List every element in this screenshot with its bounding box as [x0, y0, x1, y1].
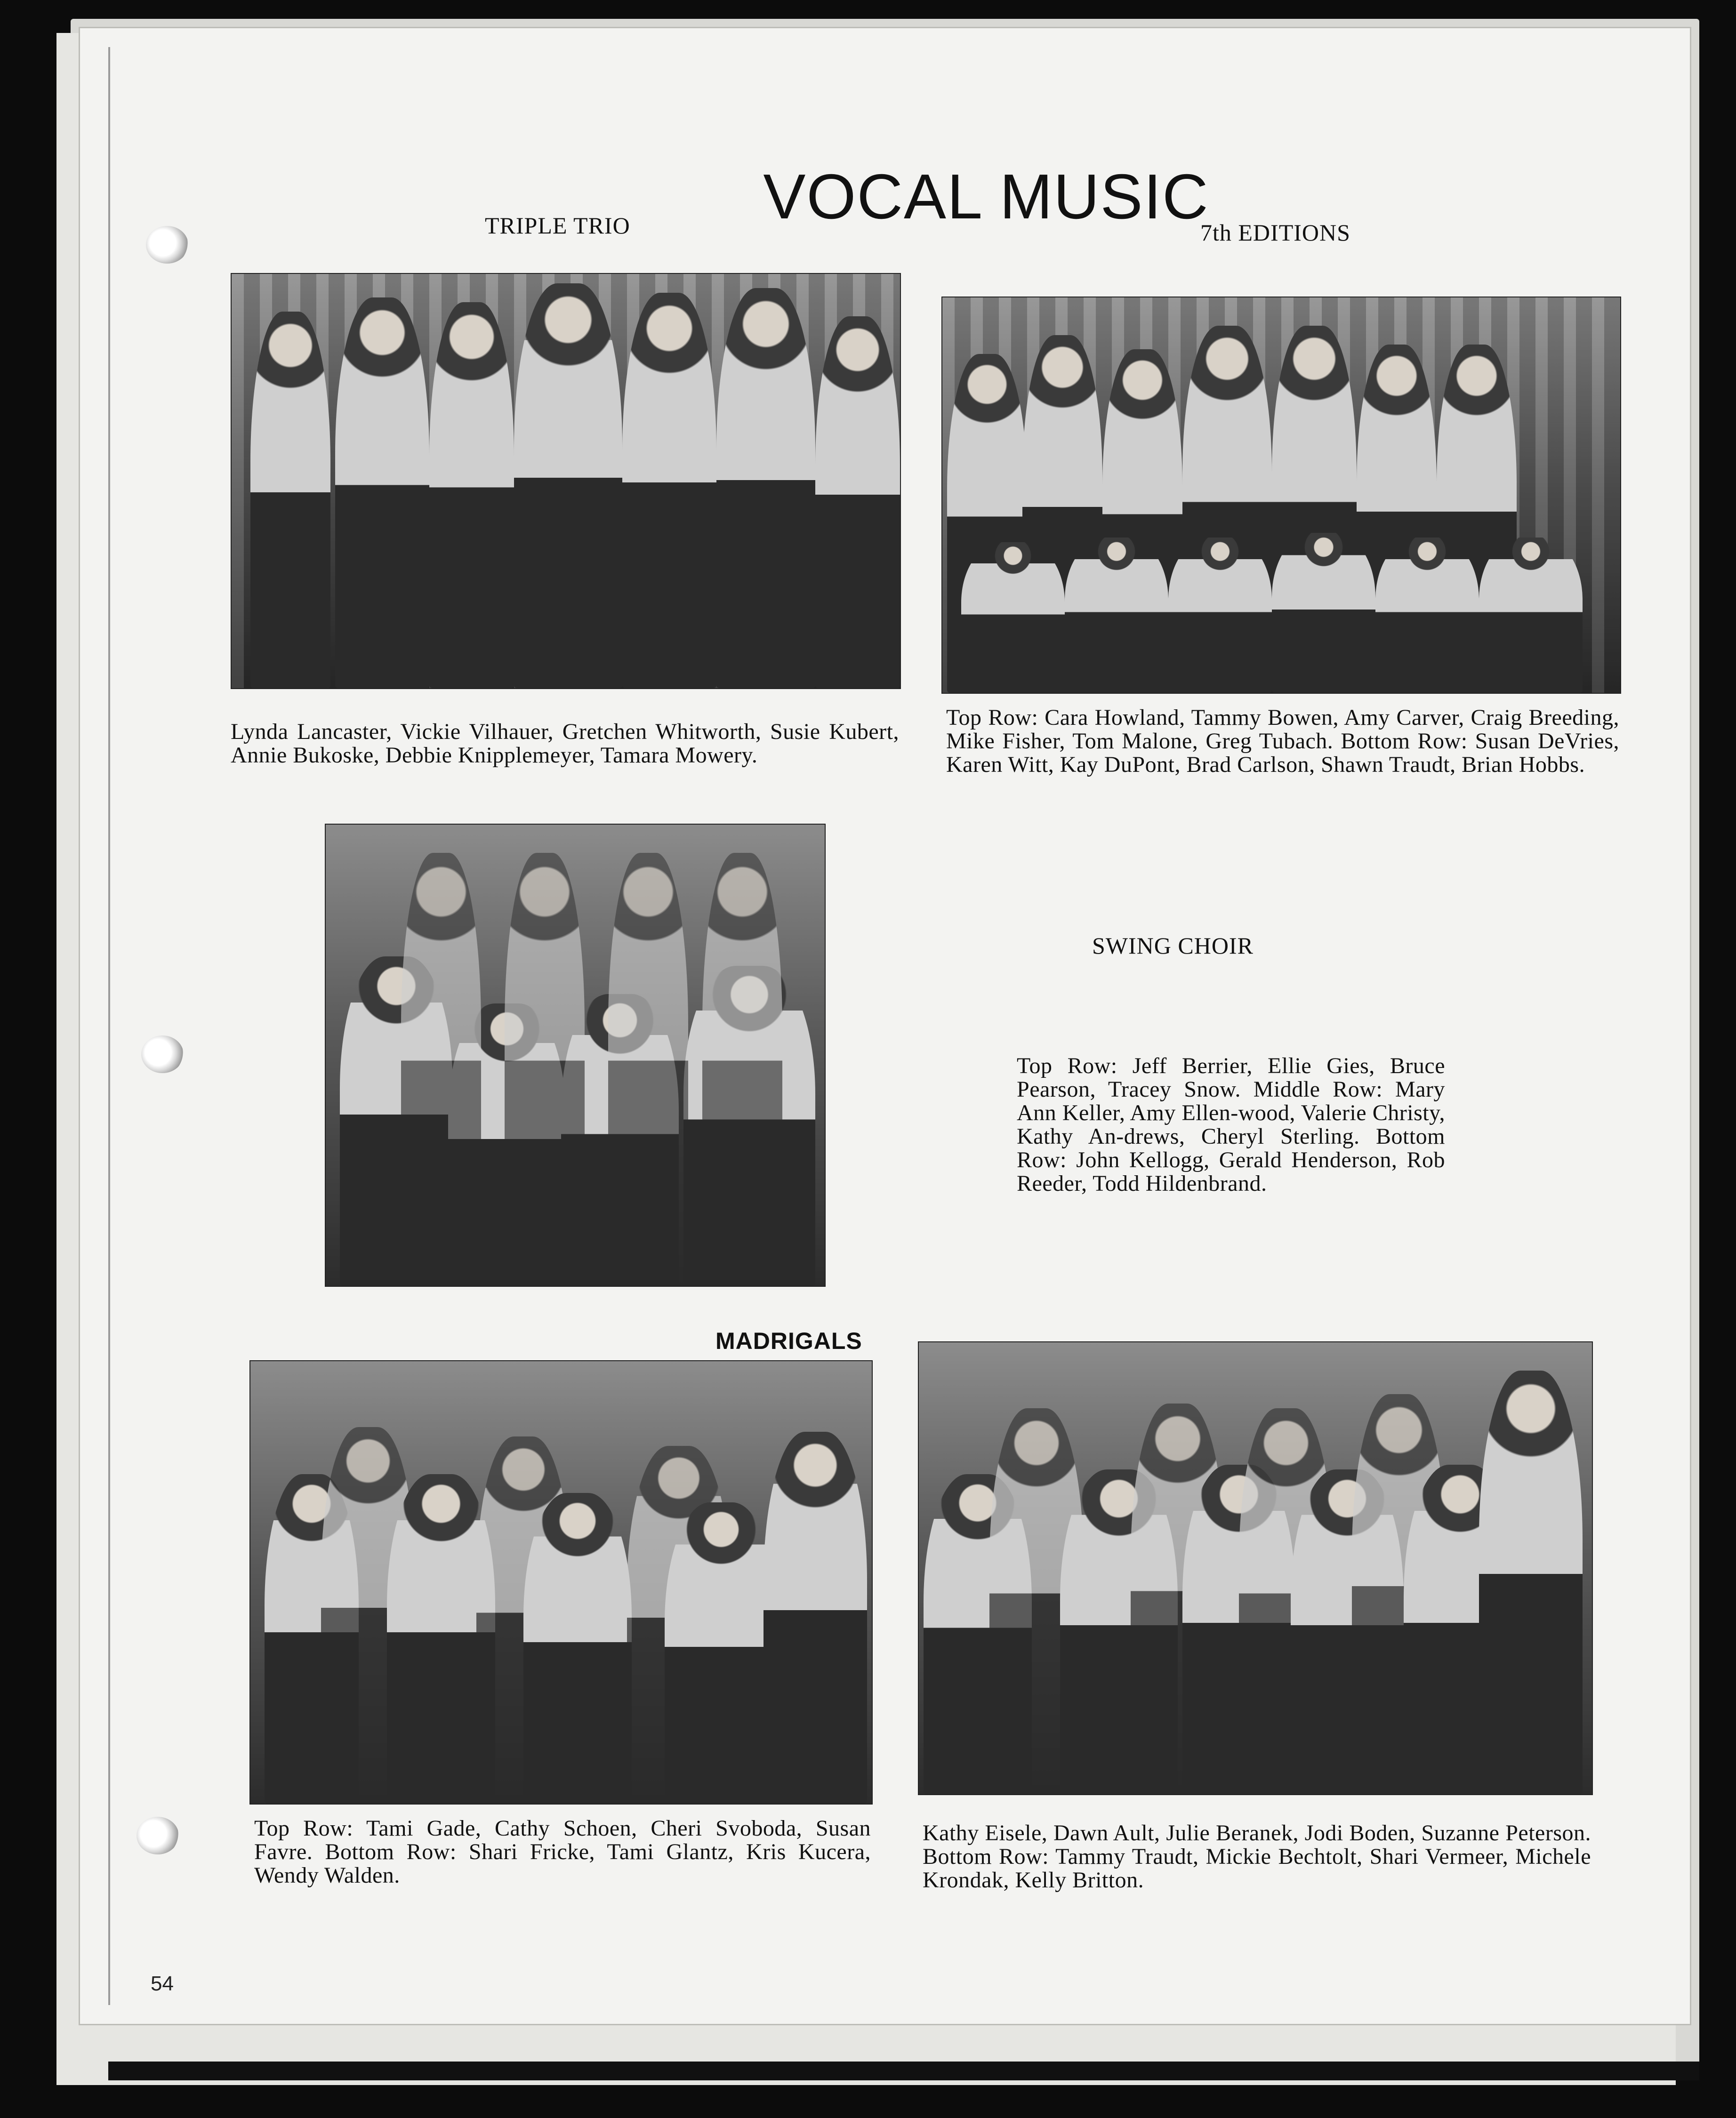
person-figure-back — [401, 853, 481, 1286]
triple-trio-photo — [231, 273, 901, 689]
person-figure — [665, 1502, 778, 1804]
madrigals-photo-right — [918, 1341, 1593, 1795]
person-figure — [815, 316, 900, 688]
person-figure — [716, 288, 815, 688]
person-figure — [335, 297, 429, 688]
binder-hole-top — [146, 226, 188, 264]
binder-hole-bottom — [137, 1817, 179, 1854]
madrigals-heading: MADRIGALS — [715, 1328, 862, 1354]
triple-trio-heading: TRIPLE TRIO — [485, 212, 630, 239]
person-figure — [523, 1493, 632, 1804]
person-figure-back — [505, 853, 585, 1286]
page-bottom-edge — [108, 2062, 1699, 2080]
person-figure-seated — [1375, 538, 1479, 693]
person-figure-back — [608, 853, 688, 1286]
madrigals-caption-left: Top Row: Tami Gade, Cathy Schoen, Cheri Svoboda, Susan Favre. Bottom Row: Shari Fricke, Tami Glantz, Kris Kucera, Wendy Walden. — [254, 1816, 871, 1888]
seventh-editions-caption: Top Row: Cara Howland, Tammy Bowen, Amy Carver, Craig Breeding, Mike Fisher, Tom Malone, Greg Tubach. Bottom Row: Susan DeVries, Karen Witt, Kay DuPont, Brad Carlson, Shawn Traudt, Brian Hobbs. — [946, 705, 1619, 777]
triple-trio-caption: Lynda Lancaster, Vickie Vilhauer, Gretchen Whitworth, Susie Kubert, Annie Bukoske, Debbie Knipplemeyer, Tamara Mowery. — [231, 719, 899, 768]
seventh-editions-photo — [941, 297, 1621, 694]
person-figure — [622, 293, 716, 688]
person-figure-back — [702, 853, 782, 1286]
swing-choir-photo — [325, 824, 826, 1287]
yearbook-page — [80, 28, 1690, 2024]
page-title: VOCAL MUSIC — [763, 161, 1209, 232]
person-figure — [429, 302, 514, 688]
person-figure-seated — [1168, 538, 1272, 693]
person-figure — [250, 312, 330, 688]
person-figure-seated — [1272, 533, 1375, 693]
page-edge-rule — [108, 47, 110, 2005]
madrigals-photo-left — [249, 1360, 873, 1805]
binder-hole-middle — [141, 1035, 184, 1073]
madrigals-caption-right: Kathy Eisele, Dawn Ault, Julie Beranek, Jodi Boden, Suzanne Peterson. Bottom Row: Tammy Traudt, Mickie Bechtolt, Shari Vermeer, Michele Krondak, Kelly Britton. — [923, 1821, 1591, 1893]
swing-choir-caption: Top Row: Jeff Berrier, Ellie Gies, Bruce Pearson, Tracey Snow. Middle Row: Mary Ann Keller, Amy Ellen-wood, Valerie Christy, Kathy An-drews, Cheryl Sterling. Bottom Row: John Kellogg, Gerald Henderson, Rob Reeder, Todd Hildenbrand. — [1017, 1053, 1445, 1196]
person-figure — [514, 283, 622, 688]
person-figure — [1479, 1371, 1583, 1794]
person-figure-seated — [961, 542, 1065, 693]
person-figure-seated — [1065, 538, 1168, 693]
page-number: 54 — [151, 1972, 174, 1995]
person-figure-seated — [1479, 538, 1583, 693]
person-figure — [764, 1432, 867, 1804]
swing-choir-heading: SWING CHOIR — [1092, 932, 1254, 959]
seventh-editions-heading: 7th EDITIONS — [1200, 219, 1350, 246]
